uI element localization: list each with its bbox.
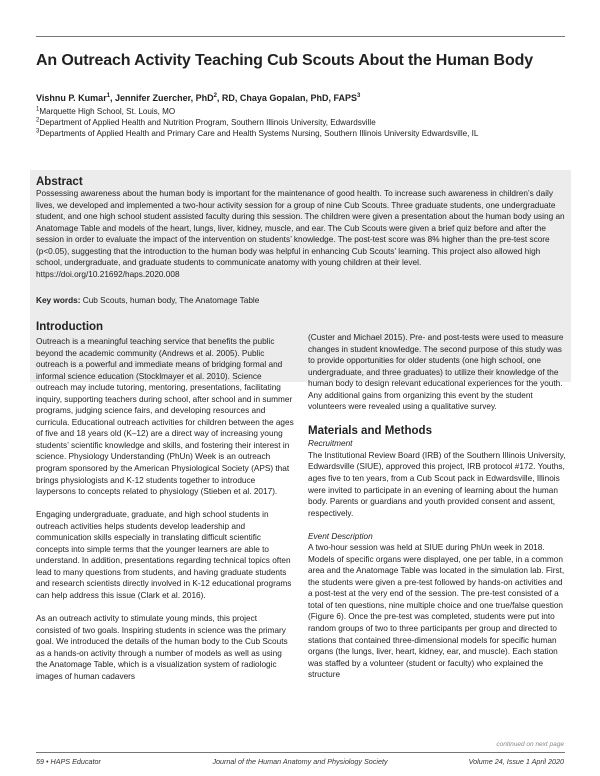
footer-volume-info: Volume 24, Issue 1 April 2020 xyxy=(468,757,564,766)
affiliation-3-mark: 3 xyxy=(36,128,40,135)
affiliation-1 xyxy=(36,106,175,117)
recruitment-text: The Institutional Review Board (IRB) of the Southern Illinois University, Edwardsville (SIUE), approved this project, IRB protocol #172. Youths, ages five to ten years, from a Cub Scout pack in Edwardsville, Illinois were invited to participate in an evening of learning about the human body. Parents or guardians and youth provided consent and assent, respectively. xyxy=(308,450,566,518)
affiliation-2-mark: 2 xyxy=(36,117,40,124)
left-column xyxy=(36,320,294,694)
affiliation-1-mark: 1 xyxy=(36,106,40,113)
footer-rule xyxy=(36,752,565,753)
author-2-affil-mark: 2 xyxy=(213,93,217,99)
article-title: An Outreach Activity Teaching Cub Scouts About the Human Body xyxy=(36,52,533,69)
recruitment-heading: Recruitment xyxy=(308,439,353,449)
intro-continued: (Custer and Michael 2015). Pre- and post-tests were used to measure changes in student knowledge. The second purpose of this study was to provide opportunities for older students (one high school, one undergraduate, and three graduates) to utilize their knowledge of the human body to design relevant educational experiences for the youth. Any additional gains from organizing this event by the student volunteers were revealed using a qualitative survey. xyxy=(308,333,564,412)
affiliation-3 xyxy=(36,128,478,139)
intro-paragraph-2: Engaging undergraduate, graduate, and high school students in outreach activities helps students develop leadership and communication skills especially in translating difficult scientific concepts into simple terms that the younger learners are able to understand. In addition, presentations regarding technical topics often lead to many questions from students, and having graduate students and research scientists directly involved in K-12 educational programs can help address this issue (Clark et al. 2016). xyxy=(36,510,292,600)
keywords-label: Key words: xyxy=(36,296,81,305)
abstract-heading: Abstract xyxy=(36,176,83,188)
abstract-text: Possessing awareness about the human body is important for the maintenance of good health. To increase such awareness in children’s daily lives, we developed and implemented a two-hour activity session for a group of nine Cub Scouts. Three graduate students, one undergraduate student, and one high school student assisted faculty during this session. The children were given a presentation about the human body using an Anatomage Table and models of the heart, lungs, liver, kidney, muscle, and ear. The Cub Scouts were given a brief quiz before and after the session in order to evaluate the impact of the intervention on students’ knowledge. The post-test score was 8% higher than the pre-test score (p<0.05), suggesting that the introduction to the human body was helpful in enhancing Cub Scouts’ learning. This project also allowed high school, undergraduate, and graduate students to communicate anatomy with young children at their level. https://doi.org/10.21692/haps.2020.008 xyxy=(36,189,565,279)
intro-paragraph-3: As an outreach activity to stimulate young minds, this project consisted of two goals. Inspiring students in science was the primary goal. We introduced the details of the human body to the Cub Scouts as a hands-on activity through a number of models as well as using the Anatomage Table, which is a visualization system of radiologic images of human cadavers xyxy=(36,614,288,681)
footer-journal-name: Journal of the Human Anatomy and Physiology Society xyxy=(212,757,388,766)
intro-paragraph-1: Outreach is a meaningful teaching service that benefits the public beyond the academic community (Andrews et al. 2005). Public outreach is a powerful and immediate means of bridging formal and informal science education (Stocklmayer et al. 2010). Science outreach may include tutoring, mentoring, presentations, facilitating inquiry, supporting teachers during school, after school and in summer programs, judging science fairs, and developing resources and curricula. Educational outreach activities for children between the ages of five and 18 years old (K–12) are a direct way of increasing young students’ scientific knowledge and skills, and fostering their interest in science. Physiology Understanding (PhUn) Week is an outreach program sponsored by the American Physiological Society (APS) that brings physiologists and K-12 students together to introduce laypersons to concepts related to physiology (Stieben et al. 2017). xyxy=(36,337,294,497)
footer-page-info: 59 • HAPS Educator xyxy=(36,757,101,766)
introduction-heading: Introduction xyxy=(36,321,104,333)
author-3: , RD, Chaya Gopalan, PhD, FAPS xyxy=(216,93,357,103)
event-heading: Event Description xyxy=(308,531,373,541)
keywords-text: Cub Scouts, human body, The Anatomage Table xyxy=(80,296,260,305)
continued-note: continued on next page xyxy=(496,741,564,748)
right-column xyxy=(308,332,566,692)
affiliation-3-text: Departments of Applied Health and Primary Care and Health Systems Nursing, Southern Illinois University Edwardsville, IL xyxy=(39,129,479,138)
author-list xyxy=(36,93,360,103)
top-rule xyxy=(36,36,565,37)
author-3-affil-mark: 3 xyxy=(356,93,361,99)
event-text: A two-hour session was held at SIUE during PhUn week in 2018. Models of specific organs were displayed, one per table, in a common area and the Anatomage Table was located in the simulation lab. First, the students were given a pre-test followed by hands-on activities and a post-test at the very end of the session. The pre-test consisted of a total of ten questions, nine multiple choice and one true/false question (Figure 6). Once the pre-test was completed, students were put into random groups of two to three participants per group and directed to stations that contained three-dimensional models for specific human organs (the lungs, liver, heart, kidney, ear, and muscle). Each station was staffed by a volunteer (student or faculty) who explained the structure xyxy=(308,543,565,680)
keywords xyxy=(36,296,566,305)
affiliation-2-text: Department of Applied Health and Nutrition Program, Southern Illinois University, Edwardsville xyxy=(39,118,376,127)
author-1: Vishnu P. Kumar xyxy=(36,93,107,103)
author-2: , Jennifer Zuercher, PhD xyxy=(110,93,214,103)
author-1-affil-mark: 1 xyxy=(106,93,111,99)
affiliation-2 xyxy=(36,117,376,128)
affiliation-1-text: Marquette High School, St. Louis, MO xyxy=(39,107,176,116)
methods-heading: Materials and Methods xyxy=(308,425,432,438)
